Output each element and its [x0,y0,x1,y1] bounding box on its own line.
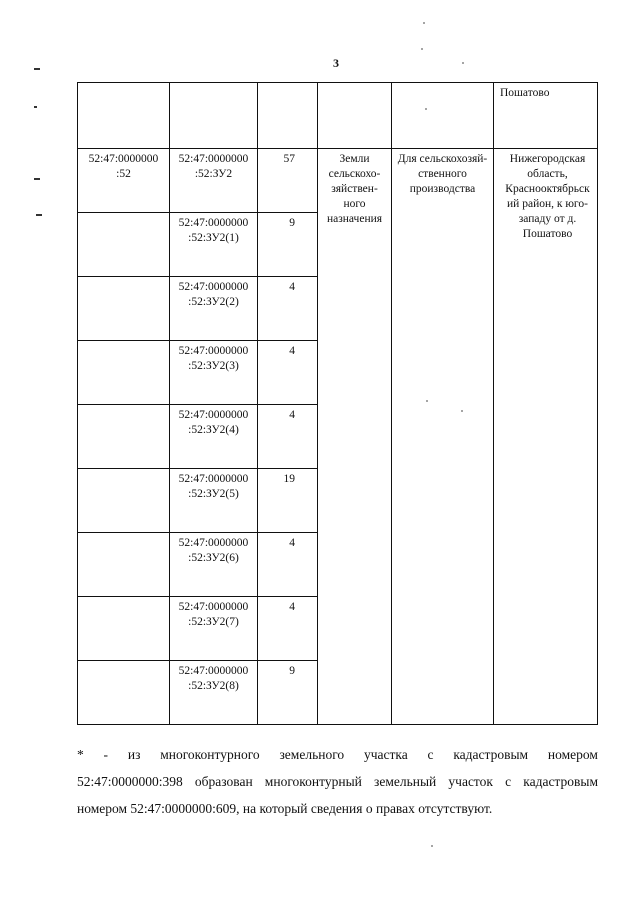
plot-area: 4 [258,533,318,597]
header-cell-5 [392,83,494,149]
permitted-use: Для сельскохозяй-ственного производства [392,149,494,725]
scan-speck [426,400,428,402]
header-cell-6: Пошатово [494,83,598,149]
empty-cell [78,213,170,277]
footnote-line-3: номером 52:47:0000000:609, на который сведения о правах отсутствуют. [77,801,493,816]
empty-cell [78,597,170,661]
footnote-line-1 [77,741,598,768]
plot-cadastral-number: 52:47:0000000 :52:ЗУ2(2) [170,277,258,341]
plot-area: 4 [258,277,318,341]
plot-area: 4 [258,341,318,405]
footnote [77,741,598,822]
plot-cadastral-number: 52:47:0000000 :52:ЗУ2(8) [170,661,258,725]
parent-cadastral-number: 52:47:0000000 :52 [78,149,170,213]
plot-area: 4 [258,405,318,469]
plot-cadastral-number: 52:47:0000000 :52:ЗУ2(6) [170,533,258,597]
empty-cell [78,533,170,597]
plot-cadastral-number: 52:47:0000000 :52:ЗУ2 [170,149,258,213]
empty-cell [78,341,170,405]
empty-cell [78,405,170,469]
table-row [78,149,598,213]
header-cell-3 [258,83,318,149]
table-header-row [78,83,598,149]
scan-speck [462,62,464,64]
footnote-word: многоконтурного [160,747,260,762]
footnote-word: из [127,747,141,762]
empty-cell [78,277,170,341]
footnote-word: кадастровым [453,747,529,762]
plot-area: 19 [258,469,318,533]
header-cell-4 [318,83,392,149]
plot-cadastral-number: 52:47:0000000 :52:ЗУ2(4) [170,405,258,469]
footnote-line-2: 52:47:0000000:398 образован многоконтурный земельный участок с кадастровым [77,774,598,789]
scan-mark [36,214,42,216]
plot-area: 9 [258,213,318,277]
plot-area: 4 [258,597,318,661]
scan-speck [425,108,427,110]
plot-cadastral-number: 52:47:0000000 :52:ЗУ2(1) [170,213,258,277]
plot-area: 57 [258,149,318,213]
scan-speck [431,845,433,847]
plot-cadastral-number: 52:47:0000000 :52:ЗУ2(5) [170,469,258,533]
scan-speck [461,410,463,412]
scan-mark [34,68,40,70]
land-category: Земли сельскохо-зяйствен-ного назначения [318,149,392,725]
plot-area: 9 [258,661,318,725]
footnote-word: участка [363,747,408,762]
footnote-word: - [103,747,109,762]
header-cell-1 [78,83,170,149]
scan-speck [421,48,423,50]
footnote-word: номером [547,747,598,762]
plot-cadastral-number: 52:47:0000000 :52:ЗУ2(7) [170,597,258,661]
footnote-word: с [427,747,434,762]
land-plots-table [77,82,598,725]
empty-cell [78,661,170,725]
scan-mark [34,178,40,180]
page-number: 3 [333,56,339,70]
scan-mark [34,106,37,108]
plot-location: Нижегородская область, Краснооктябрьск ий район, к юго-западу от д. Пошатово [494,149,598,725]
plot-cadastral-number: 52:47:0000000 :52:ЗУ2(3) [170,341,258,405]
empty-cell [78,469,170,533]
header-cell-2 [170,83,258,149]
footnote-word: * [77,747,84,762]
scan-speck [423,22,425,24]
footnote-word: земельного [279,747,345,762]
